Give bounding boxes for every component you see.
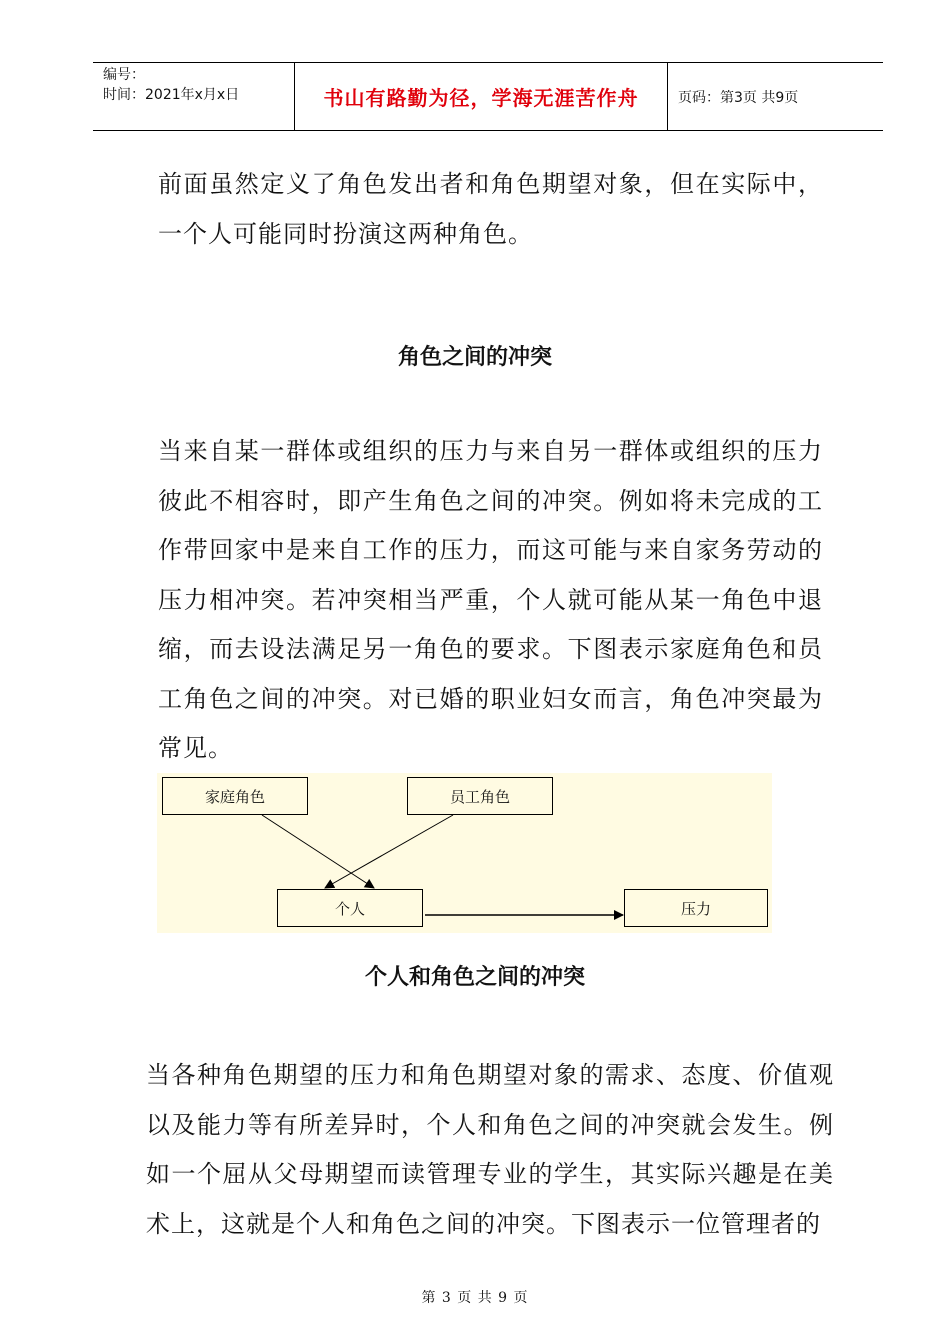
paragraph-individual-conflict: 当各种角色期望的压力和角色期望对象的需求、态度、价值观以及能力等有所差异时，个人和角色之间的冲突就会发生。例如一个屈从父母期望而读管理专业的学生，其实际兴趣是在美术上，这就是个人和角色之间的冲突。下图表示一位管理者的 [146,1061,834,1238]
section-heading: 角色之间的冲突 [397,345,552,370]
header-number: 编号： [103,67,145,83]
role-conflict-diagram [157,773,772,933]
header-time: 时间：2021年x月x日 [103,87,240,103]
diagram-caption: 个人和角色之间的冲突 [364,965,585,990]
header-page-info: 页码：第3页 共9页 [678,89,799,106]
page-footer: 第 3 页 共 9 页 [421,1290,529,1306]
family-role-box: 家庭角色 [162,777,308,815]
paragraph-role-conflict: 当来自某一群体或组织的压力与来自另一群体或组织的压力彼此不相容时，即产生角色之间的冲突。例如将未完成的工作带回家中是来自工作的压力，而这可能与来自家务劳动的压力相冲突。若冲突相当严重，个人就可能从某一角色中退缩，而去设法满足另一角色的要求。下图表示家庭角色和员工角色之间的冲突。对已婚的职业妇女而言，角色冲突最为常见。 [158,437,823,762]
header-meta [93,63,295,130]
paragraph-intro: 前面虽然定义了角色发出者和角色期望对象，但在实际中，一个人可能同时扮演这两种角色。 [158,170,823,248]
employee-to-individual-arrow [325,815,453,888]
family-to-individual-arrow [262,815,374,888]
header-motto: 书山有路勤为径，学海无涯苦作舟 [295,63,668,130]
employee-role-box: 员工角色 [407,777,553,815]
page-header [93,62,883,131]
pressure-box: 压力 [624,889,768,927]
individual-box: 个人 [277,889,423,927]
